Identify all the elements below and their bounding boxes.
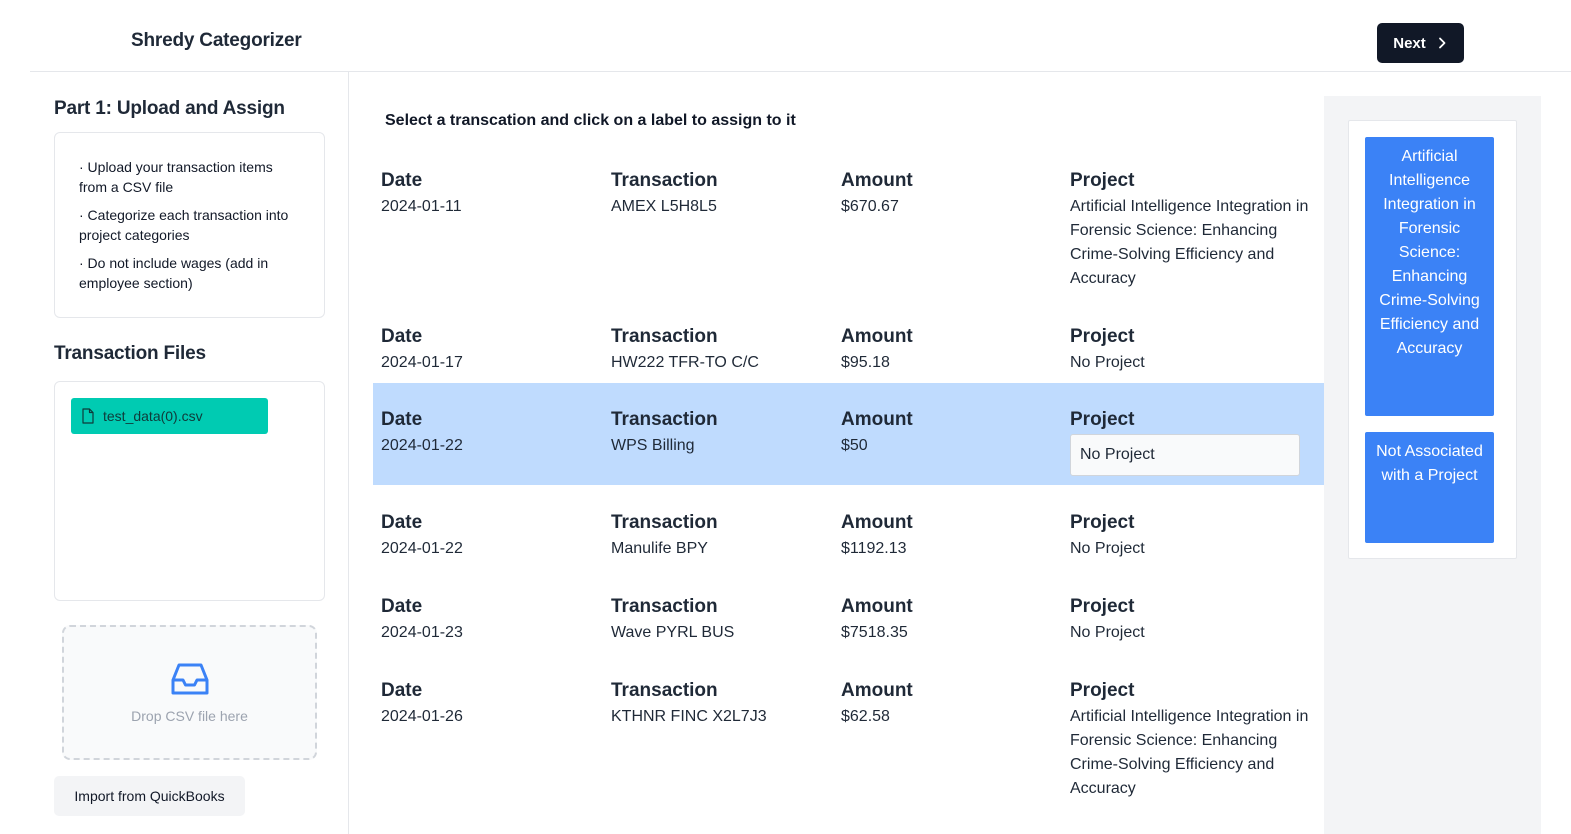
amount-header: Amount [841, 326, 913, 347]
import-quickbooks-button[interactable]: Import from QuickBooks [54, 776, 245, 816]
transaction-value: AMEX L5H8L5 [611, 198, 717, 215]
date-header: Date [381, 409, 423, 430]
project-value: No Project [1070, 540, 1145, 557]
transaction-header: Transaction [611, 409, 718, 430]
sidebar [0, 72, 349, 834]
file-icon [81, 408, 95, 424]
project-value: No Project [1070, 624, 1145, 641]
project-header: Project [1070, 326, 1135, 347]
next-button-label: Next [1393, 34, 1426, 52]
inbox-icon [170, 662, 210, 696]
transaction-row[interactable] [373, 502, 1324, 566]
date-value: 2024-01-23 [381, 624, 463, 641]
date-header: Date [381, 680, 423, 701]
project-header: Project [1070, 596, 1135, 617]
transaction-value: KTHNR FINC X2L7J3 [611, 708, 767, 725]
amount-header: Amount [841, 170, 913, 191]
transaction-row[interactable] [373, 670, 1324, 818]
amount-value: $50 [841, 437, 868, 454]
project-header: Project [1070, 409, 1135, 430]
date-header: Date [381, 512, 423, 533]
file-chip[interactable] [71, 398, 268, 434]
next-button[interactable] [1377, 23, 1464, 63]
instruction-item: · Do not include wages (add in employee section) [79, 255, 269, 291]
project-value: Artificial Intelligence Integration in Forensic Science: Enhancing Crime-Solving Efficiency and Accuracy [1070, 708, 1309, 797]
transaction-row-selected[interactable] [373, 383, 1324, 485]
csv-dropzone[interactable] [62, 625, 317, 760]
transactions-panel [349, 72, 1324, 834]
date-header: Date [381, 596, 423, 617]
transaction-header: Transaction [611, 512, 718, 533]
date-value: 2024-01-22 [381, 540, 463, 557]
amount-value: $670.67 [841, 198, 899, 215]
dropzone-text: Drop CSV file here [131, 707, 248, 724]
top-bar [30, 0, 1571, 72]
date-value: 2024-01-11 [381, 198, 462, 215]
files-title: Transaction Files [54, 343, 206, 364]
transaction-header: Transaction [611, 326, 718, 347]
files-list [54, 381, 325, 601]
transaction-value: WPS Billing [611, 437, 695, 454]
amount-header: Amount [841, 409, 913, 430]
amount-value: $1192.13 [841, 540, 907, 557]
transaction-header: Transaction [611, 680, 718, 701]
section-title: Part 1: Upload and Assign [54, 98, 285, 119]
date-value: 2024-01-26 [381, 708, 463, 725]
project-value: No Project [1070, 354, 1145, 371]
app-title: Shredy Categorizer [131, 30, 302, 51]
transaction-row[interactable] [373, 316, 1324, 380]
project-header: Project [1070, 512, 1135, 533]
project-label-button[interactable]: Artificial Intelligence Integration in Forensic Science: Enhancing Crime-Solving Efficiency and Accuracy [1365, 137, 1494, 416]
instruction-item: · Upload your transaction items from a CSV file [79, 159, 273, 195]
amount-header: Amount [841, 596, 913, 617]
transaction-header: Transaction [611, 596, 718, 617]
chevron-right-icon [1436, 37, 1448, 49]
date-header: Date [381, 170, 423, 191]
labels-panel [1324, 96, 1541, 834]
labels-card [1348, 120, 1517, 559]
amount-value: $95.18 [841, 354, 890, 371]
no-project-label-button[interactable]: Not Associated with a Project [1365, 432, 1494, 543]
transaction-value: Wave PYRL BUS [611, 624, 735, 641]
project-value: Artificial Intelligence Integration in Forensic Science: Enhancing Crime-Solving Efficiency and Accuracy [1070, 198, 1309, 287]
project-header: Project [1070, 680, 1135, 701]
transaction-value: Manulife BPY [611, 540, 708, 557]
amount-header: Amount [841, 512, 913, 533]
date-value: 2024-01-17 [381, 354, 463, 371]
project-header: Project [1070, 170, 1135, 191]
instructions-box [54, 132, 325, 318]
project-select[interactable]: No Project [1070, 434, 1300, 476]
amount-value: $62.58 [841, 708, 890, 725]
transaction-header: Transaction [611, 170, 718, 191]
date-value: 2024-01-22 [381, 437, 463, 454]
transaction-row[interactable] [373, 586, 1324, 650]
amount-value: $7518.35 [841, 624, 908, 641]
transaction-row[interactable] [373, 160, 1324, 308]
transaction-value: HW222 TFR-TO C/C [611, 354, 759, 371]
main-instruction: Select a transcation and click on a label to assign to it [385, 112, 796, 129]
date-header: Date [381, 326, 423, 347]
instruction-item: · Categorize each transaction into project categories [79, 207, 289, 243]
file-name: test_data(0).csv [103, 408, 203, 424]
amount-header: Amount [841, 680, 913, 701]
